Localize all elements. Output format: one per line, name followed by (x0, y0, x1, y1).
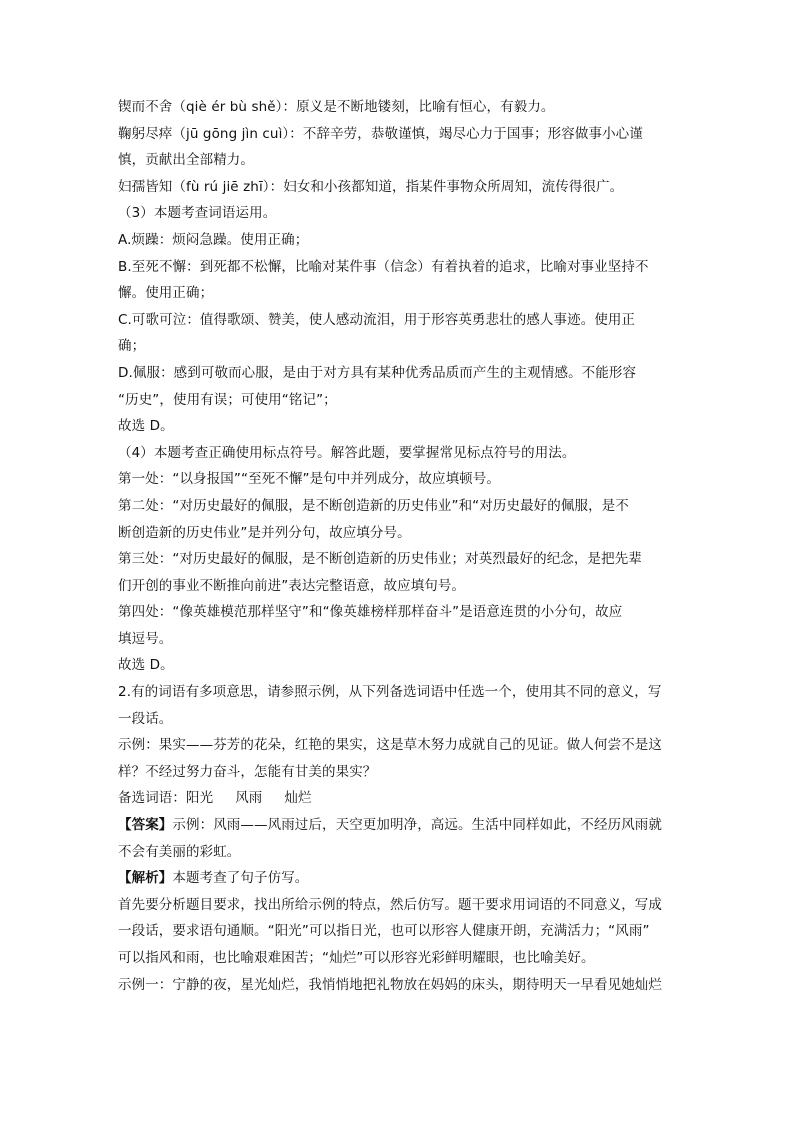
text-line: 们开创的事业不断推向前进”表达完整语意，故应填句号。 (118, 577, 466, 594)
text-line: 慎，贡献出全部精力。 (118, 152, 254, 169)
text-line: 第二处：“对历史最好的佩服，是不断创造新的历史伟业”和“对历史最好的佩服，是不 (118, 497, 629, 514)
text-line: （3）本题考查词语运用。 (118, 205, 277, 222)
analysis-tag: 【解析】 (118, 870, 173, 887)
text-line: 2.有的词语有多项意思，请参照示例，从下列备选词语中任选一个，使用其不同的意义，写 (118, 684, 662, 701)
text-line: “历史”，使用有误；可使用“铭记”； (118, 391, 337, 408)
text-line: 示例一：宁静的夜，星光灿烂，我悄悄地把礼物放在妈妈的床头，期待明天一早看见她灿烂 (118, 976, 662, 993)
text-line: 断创造新的历史伟业”是并列分句，故应填分号。 (118, 524, 411, 541)
text-line: 第三处：“对历史最好的佩服，是不断创造新的历史伟业；对英烈最好的纪念，是把先辈 (118, 551, 642, 568)
text-line: 妇孺皆知（fù rú jiē zhī）：妇女和小孩都知道，指某件事物众所周知，流传得很广。 (118, 178, 624, 195)
answer-tag: 【答案】 (118, 817, 173, 834)
text-line: 第一处：“以身报国”“至死不懈”是句中并列成分，故应填顿号。 (118, 471, 500, 488)
text-line: D.佩服：感到可敬而心服，是由于对方具有某种优秀品质而产生的主观情感。不能形容 (118, 364, 637, 381)
options-line (118, 785, 682, 812)
text-line: 第四处：“像英雄模范那样坚守”和“像英雄榜样那样奋斗”是语意连贯的小分句，故应 (118, 604, 623, 621)
answer-text: 示例：风雨——风雨过后，天空更加明净，高远。生活中同样如此，不经历风雨就 (172, 817, 663, 834)
option-word: 风雨 (235, 790, 263, 807)
text-line: 故选 D。 (118, 657, 174, 674)
text-line: 一段话，要求语句通顺。“阳光”可以指日光，也可以形容人健康开朗，充满活力；“风雨” (118, 923, 650, 940)
text-line: 锲而不舍（qiè ér bù shě）：原义是不断地镂刻，比喻有恒心，有毅力。 (118, 99, 555, 115)
options-label: 备选词语： (118, 790, 186, 807)
analysis-line (118, 865, 682, 892)
text-line: （4）本题考查正确使用标点符号。解答此题，要掌握常见标点符号的用法。 (118, 444, 576, 461)
text-line: 示例：果实——芬芳的花朵，红艳的果实，这是草木努力成就自己的见证。做人何尝不是这 (118, 737, 662, 754)
answer-line (118, 812, 682, 839)
text-line: B.至死不懈：到死都不松懈，比喻对某件事（信念）有着执着的追求，比喻对事业坚持不 (118, 258, 649, 275)
answer-line: 不会有美丽的彩虹。 (118, 843, 241, 860)
text-line: C.可歌可泣：值得歌颂、赞美，使人感动流泪，用于形容英勇悲壮的感人事迹。使用正 (118, 311, 636, 328)
text-line: A.烦躁：烦闷急躁。使用正确； (118, 231, 309, 248)
text-line: 样？不经过努力奋斗，怎能有甘美的果实？ (118, 763, 377, 780)
option-word: 阳光 (186, 790, 214, 807)
text-line: 故选 D。 (118, 418, 174, 435)
text-line: 填逗号。 (118, 630, 173, 647)
text-line: 首先要分析题目要求，找出所给示例的特点，然后仿写。题干要求用词语的不同意义，写成 (118, 896, 662, 913)
text-line: 一段话。 (118, 710, 173, 727)
text-line: 确； (118, 338, 146, 355)
document-page (118, 94, 682, 998)
analysis-text: 本题考查了句子仿写。 (172, 870, 309, 887)
text-line: 懈。使用正确； (118, 285, 214, 302)
option-word: 灿烂 (284, 790, 312, 807)
text-line: 可以指风和雨，也比喻艰难困苦；“灿烂”可以形容光彩鲜明耀眼，也比喻美好。 (118, 950, 595, 966)
text-line: 鞠躬尽瘁（jū gōng jìn cuì）：不辞辛劳，恭敬谨慎，竭尽心力于国事；形容做事小心谨 (118, 125, 643, 142)
